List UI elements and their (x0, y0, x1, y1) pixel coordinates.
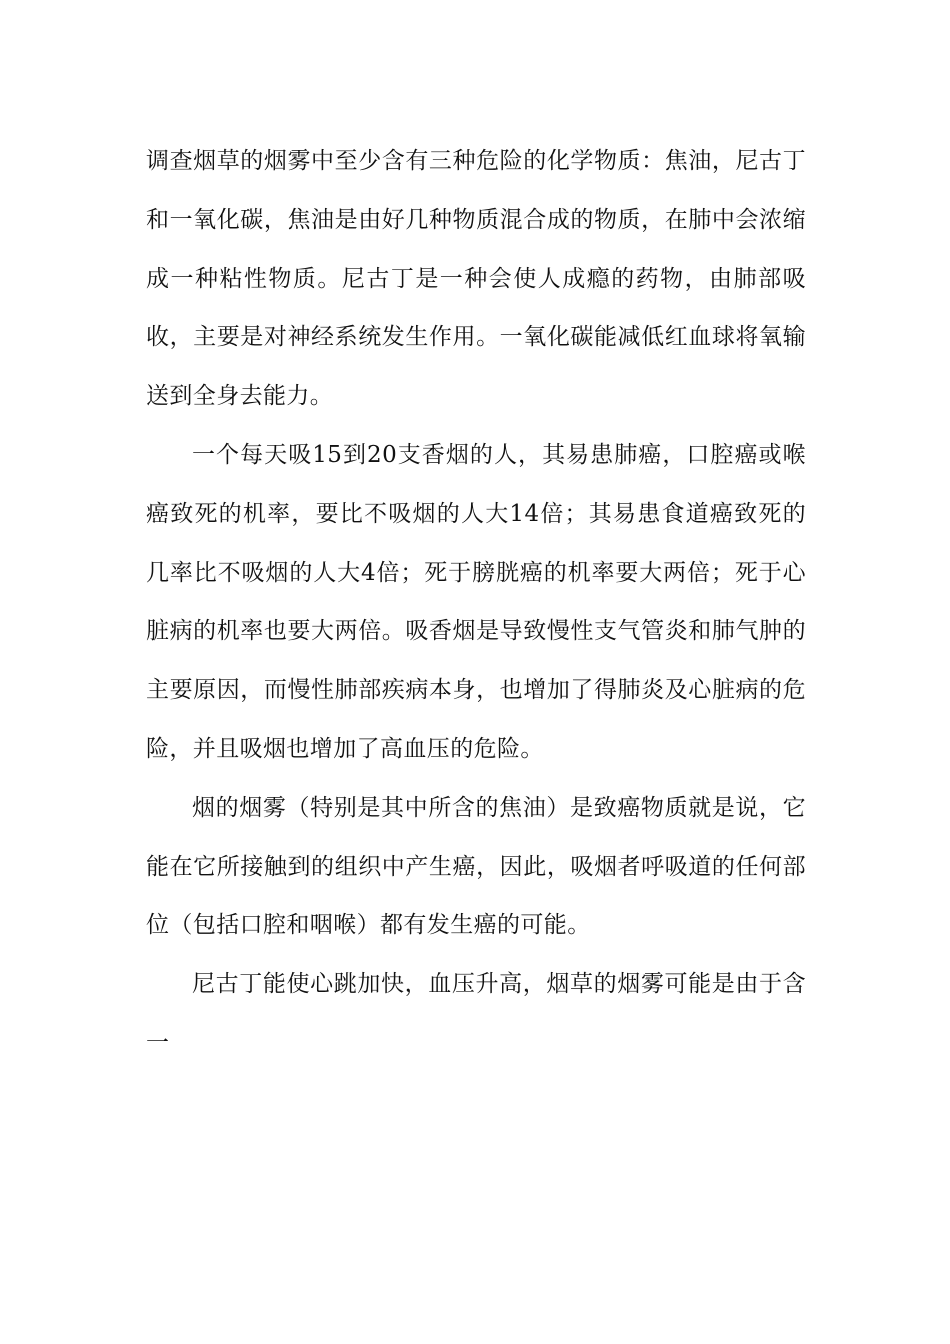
document-body (146, 132, 806, 1073)
paragraph-1: 调查烟草的烟雾中至少含有三种危险的化学物质：焦油，尼古丁和一氧化碳，焦油是由好几种物质混合成的物质，在肺中会浓缩成一种粘性物质。尼古丁是一种会使人成瘾的药物，由肺部吸收，主要是对神经系统发生作用。一氧化碳能减低红血球将氧输送到全身去能力。 (146, 148, 806, 410)
paragraph-3: 烟的烟雾（特别是其中所含的焦油）是致癌物质就是说，它能在它所接触到的组织中产生癌，因此，吸烟者呼吸道的任何部位（包括口腔和咽喉）都有发生癌的可能。 (146, 794, 806, 939)
paragraph-4: 尼古丁能使心跳加快，血压升高，烟草的烟雾可能是由于含一 (146, 971, 806, 1056)
paragraph-2: 一个每天吸15到20支香烟的人，其易患肺癌，口腔癌或喉癌致死的机率，要比不吸烟的人大14倍；其易患食道癌致死的几率比不吸烟的人大4倍；死于膀胱癌的机率要大两倍；死于心脏病的机率也要大两倍。吸香烟是导致慢性支气管炎和肺气肿的主要原因，而慢性肺部疾病本身，也增加了得肺炎及心脏病的危险，并且吸烟也增加了高血压的危险。 (146, 441, 806, 762)
